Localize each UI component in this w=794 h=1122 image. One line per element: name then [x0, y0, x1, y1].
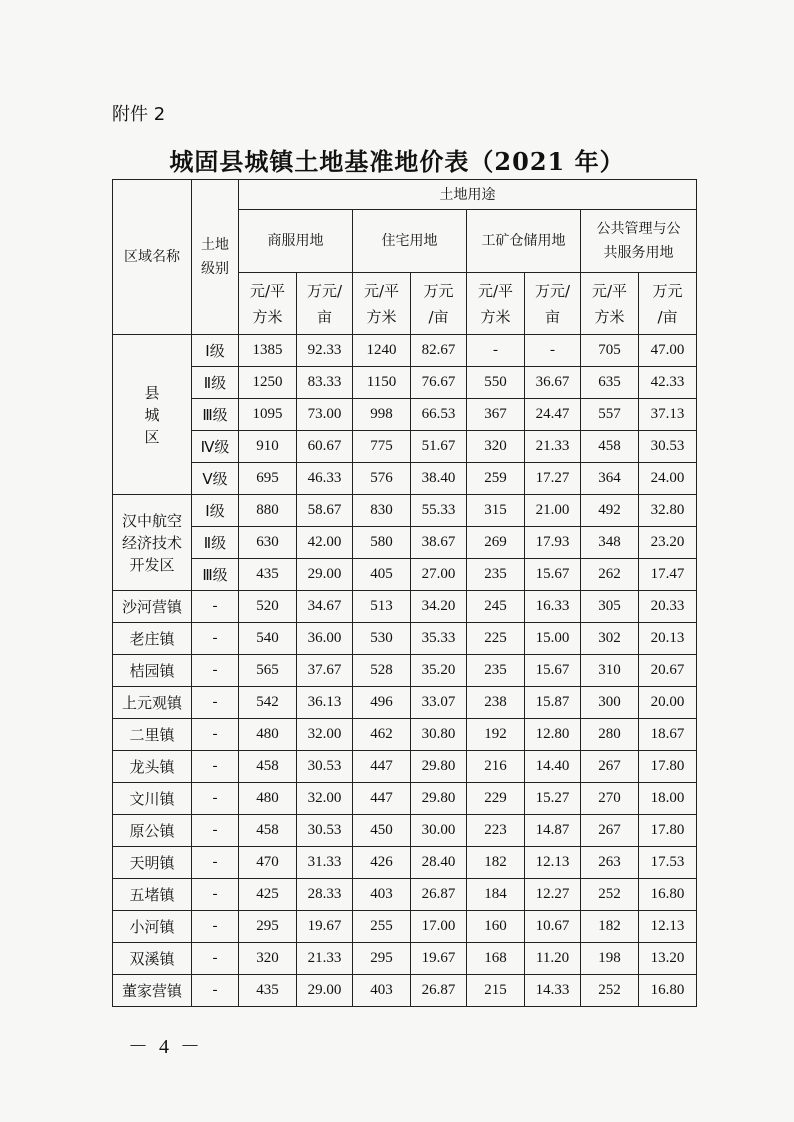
value-cell: 15.00	[525, 623, 581, 655]
region-name-line: 城	[144, 405, 160, 424]
value-cell: 238	[467, 687, 525, 719]
value-cell: 36.00	[297, 623, 353, 655]
use-public-header-line1: 公共管理与公	[596, 221, 681, 237]
value-cell: 405	[353, 559, 411, 591]
value-cell: 364	[581, 463, 639, 495]
value-cell: 830	[353, 495, 411, 527]
value-cell: 267	[581, 815, 639, 847]
value-cell: 20.67	[639, 655, 697, 687]
value-cell: 26.87	[411, 975, 467, 1007]
value-cell: 310	[581, 655, 639, 687]
value-cell: 18.67	[639, 719, 697, 751]
table-row	[113, 399, 697, 431]
value-cell: 12.27	[525, 879, 581, 911]
value-cell: 16.80	[639, 975, 697, 1007]
value-cell: 30.53	[297, 815, 353, 847]
region-header: 区域名称	[113, 180, 192, 335]
region-name-cell: 文川镇	[113, 783, 192, 815]
value-cell: 216	[467, 751, 525, 783]
value-cell: 21.33	[297, 943, 353, 975]
table-row	[113, 911, 697, 943]
unit-header-line2: 方米	[366, 307, 397, 326]
level-cell: Ⅴ级	[192, 463, 239, 495]
region-name-line: 区	[144, 427, 160, 446]
level-cell: Ⅱ级	[192, 367, 239, 399]
table-row	[113, 847, 697, 879]
unit-header-line1: 元/平	[249, 281, 286, 300]
unit-header	[411, 273, 467, 335]
value-cell: 168	[467, 943, 525, 975]
value-cell: 12.13	[525, 847, 581, 879]
value-cell: 38.40	[411, 463, 467, 495]
value-cell: 42.00	[297, 527, 353, 559]
table-row	[113, 367, 697, 399]
unit-header	[239, 273, 297, 335]
region-name-cell: 董家营镇	[113, 975, 192, 1007]
value-cell: 263	[581, 847, 639, 879]
value-cell: 36.13	[297, 687, 353, 719]
value-cell: 270	[581, 783, 639, 815]
value-cell: 550	[467, 367, 525, 399]
table-row	[113, 431, 697, 463]
value-cell: 24.00	[639, 463, 697, 495]
value-cell: 910	[239, 431, 297, 463]
value-cell: 492	[581, 495, 639, 527]
value-cell: 496	[353, 687, 411, 719]
table-row	[113, 879, 697, 911]
value-cell: 28.33	[297, 879, 353, 911]
table-row	[113, 527, 697, 559]
value-cell: 92.33	[297, 335, 353, 367]
table-row	[113, 719, 697, 751]
page-number: － 4 －	[128, 1036, 203, 1058]
value-cell: 10.67	[525, 911, 581, 943]
unit-header-line2: 方米	[252, 307, 283, 326]
value-cell: 540	[239, 623, 297, 655]
value-cell: 315	[467, 495, 525, 527]
value-cell: 252	[581, 879, 639, 911]
value-cell: 24.47	[525, 399, 581, 431]
value-cell: 32.00	[297, 719, 353, 751]
land-use-header: 土地用途	[239, 180, 697, 210]
value-cell: 76.67	[411, 367, 467, 399]
value-cell: 267	[581, 751, 639, 783]
value-cell: 320	[467, 431, 525, 463]
use-public-header	[581, 210, 697, 273]
level-cell: -	[192, 815, 239, 847]
value-cell: 403	[353, 879, 411, 911]
level-cell: Ⅱ级	[192, 527, 239, 559]
level-cell: -	[192, 719, 239, 751]
value-cell: 20.00	[639, 687, 697, 719]
value-cell: 58.67	[297, 495, 353, 527]
value-cell: 17.27	[525, 463, 581, 495]
region-name-cell: 五堵镇	[113, 879, 192, 911]
value-cell: 47.00	[639, 335, 697, 367]
value-cell: 302	[581, 623, 639, 655]
value-cell: 305	[581, 591, 639, 623]
level-header	[192, 180, 239, 335]
value-cell: 15.67	[525, 559, 581, 591]
value-cell: 60.67	[297, 431, 353, 463]
value-cell: 30.00	[411, 815, 467, 847]
value-cell: 1150	[353, 367, 411, 399]
level-cell: -	[192, 783, 239, 815]
table-row	[113, 655, 697, 687]
value-cell: 23.20	[639, 527, 697, 559]
level-cell: -	[192, 879, 239, 911]
unit-header-line1: 万元/	[306, 281, 343, 300]
value-cell: 29.80	[411, 751, 467, 783]
table-row	[113, 463, 697, 495]
region-name-line: 经济技术	[121, 533, 182, 552]
level-cell: -	[192, 687, 239, 719]
level-cell: -	[192, 591, 239, 623]
level-cell: Ⅲ级	[192, 399, 239, 431]
value-cell: 458	[239, 751, 297, 783]
value-cell: 198	[581, 943, 639, 975]
value-cell: 16.33	[525, 591, 581, 623]
region-name-line: 开发区	[129, 555, 175, 574]
value-cell: 36.67	[525, 367, 581, 399]
unit-header	[467, 273, 525, 335]
table-row	[113, 591, 697, 623]
value-cell: 1240	[353, 335, 411, 367]
value-cell: 348	[581, 527, 639, 559]
unit-header	[525, 273, 581, 335]
value-cell: 262	[581, 559, 639, 591]
value-cell: 14.87	[525, 815, 581, 847]
value-cell: 29.80	[411, 783, 467, 815]
level-cell: -	[192, 975, 239, 1007]
table-row	[113, 783, 697, 815]
unit-header	[639, 273, 697, 335]
value-cell: 37.67	[297, 655, 353, 687]
value-cell: 30.80	[411, 719, 467, 751]
value-cell: 15.67	[525, 655, 581, 687]
region-name-cell: 龙头镇	[113, 751, 192, 783]
unit-header-line1: 元/平	[591, 281, 628, 300]
value-cell: 160	[467, 911, 525, 943]
value-cell: 17.80	[639, 751, 697, 783]
value-cell: 51.67	[411, 431, 467, 463]
land-price-table	[112, 179, 697, 1007]
value-cell: 425	[239, 879, 297, 911]
value-cell: 435	[239, 559, 297, 591]
unit-header	[581, 273, 639, 335]
unit-header-line1: 万元	[652, 281, 683, 300]
table-row	[113, 495, 697, 527]
value-cell: 82.67	[411, 335, 467, 367]
value-cell: 21.33	[525, 431, 581, 463]
value-cell: 295	[353, 943, 411, 975]
value-cell: 37.13	[639, 399, 697, 431]
value-cell: 184	[467, 879, 525, 911]
value-cell: 447	[353, 783, 411, 815]
value-cell: 295	[239, 911, 297, 943]
unit-header-line2: 方米	[480, 307, 511, 326]
unit-header	[353, 273, 411, 335]
value-cell: 1250	[239, 367, 297, 399]
value-cell: 542	[239, 687, 297, 719]
value-cell: 225	[467, 623, 525, 655]
value-cell: 1385	[239, 335, 297, 367]
region-name-cell: 上元观镇	[113, 687, 192, 719]
level-cell: Ⅰ级	[192, 495, 239, 527]
value-cell: 705	[581, 335, 639, 367]
value-cell: 998	[353, 399, 411, 431]
value-cell: 35.20	[411, 655, 467, 687]
use-public-header-line2: 共服务用地	[603, 245, 674, 261]
value-cell: 17.80	[639, 815, 697, 847]
value-cell: 17.53	[639, 847, 697, 879]
unit-header-line2: 亩	[316, 307, 332, 326]
value-cell: 530	[353, 623, 411, 655]
value-cell: 12.13	[639, 911, 697, 943]
unit-header-line2: 亩	[544, 307, 560, 326]
value-cell: 695	[239, 463, 297, 495]
value-cell: 235	[467, 559, 525, 591]
use-residential-header: 住宅用地	[353, 210, 467, 273]
unit-header-line2: 方米	[594, 307, 625, 326]
level-cell: -	[192, 911, 239, 943]
value-cell: 34.67	[297, 591, 353, 623]
region-name-line: 县	[144, 383, 160, 402]
level-cell: -	[192, 623, 239, 655]
value-cell: 32.00	[297, 783, 353, 815]
value-cell: 462	[353, 719, 411, 751]
value-cell: 630	[239, 527, 297, 559]
value-cell: 33.07	[411, 687, 467, 719]
region-name-cell: 原公镇	[113, 815, 192, 847]
unit-header-line1: 万元/	[534, 281, 571, 300]
use-commercial-header: 商服用地	[239, 210, 353, 273]
value-cell: 235	[467, 655, 525, 687]
table-row	[113, 815, 697, 847]
value-cell: 17.00	[411, 911, 467, 943]
value-cell: 182	[581, 911, 639, 943]
value-cell: 557	[581, 399, 639, 431]
value-cell: 17.93	[525, 527, 581, 559]
region-name-cell: 天明镇	[113, 847, 192, 879]
level-cell: Ⅰ级	[192, 335, 239, 367]
unit-header-line2: /亩	[657, 307, 678, 326]
table-row	[113, 687, 697, 719]
value-cell: 1095	[239, 399, 297, 431]
value-cell: 17.47	[639, 559, 697, 591]
value-cell: -	[467, 335, 525, 367]
value-cell: 520	[239, 591, 297, 623]
value-cell: 14.40	[525, 751, 581, 783]
value-cell: 565	[239, 655, 297, 687]
value-cell: 66.53	[411, 399, 467, 431]
value-cell: 403	[353, 975, 411, 1007]
level-cell: -	[192, 751, 239, 783]
value-cell: 269	[467, 527, 525, 559]
value-cell: 15.27	[525, 783, 581, 815]
value-cell: 223	[467, 815, 525, 847]
value-cell: 450	[353, 815, 411, 847]
region-name-cell: 小河镇	[113, 911, 192, 943]
value-cell: 320	[239, 943, 297, 975]
value-cell: 20.33	[639, 591, 697, 623]
value-cell: 19.67	[411, 943, 467, 975]
table-row	[113, 623, 697, 655]
value-cell: 182	[467, 847, 525, 879]
region-name-cell	[113, 335, 192, 495]
value-cell: 13.20	[639, 943, 697, 975]
region-name-cell	[113, 495, 192, 591]
value-cell: 447	[353, 751, 411, 783]
value-cell: 55.33	[411, 495, 467, 527]
value-cell: 280	[581, 719, 639, 751]
value-cell: 245	[467, 591, 525, 623]
level-header-line1: 土地	[201, 237, 229, 253]
value-cell: 18.00	[639, 783, 697, 815]
value-cell: 435	[239, 975, 297, 1007]
value-cell: 300	[581, 687, 639, 719]
level-cell: Ⅳ级	[192, 431, 239, 463]
value-cell: 42.33	[639, 367, 697, 399]
value-cell: 458	[581, 431, 639, 463]
value-cell: 11.20	[525, 943, 581, 975]
value-cell: 38.67	[411, 527, 467, 559]
value-cell: 30.53	[639, 431, 697, 463]
table-row	[113, 335, 697, 367]
value-cell: 73.00	[297, 399, 353, 431]
use-industrial-header: 工矿仓储用地	[467, 210, 581, 273]
value-cell: 12.80	[525, 719, 581, 751]
value-cell: 458	[239, 815, 297, 847]
value-cell: 528	[353, 655, 411, 687]
value-cell: 480	[239, 719, 297, 751]
value-cell: 20.13	[639, 623, 697, 655]
value-cell: 29.00	[297, 559, 353, 591]
level-cell: -	[192, 655, 239, 687]
value-cell: 32.80	[639, 495, 697, 527]
value-cell: 480	[239, 783, 297, 815]
unit-header-line1: 万元	[423, 281, 454, 300]
value-cell: 252	[581, 975, 639, 1007]
unit-header-line1: 元/平	[477, 281, 514, 300]
value-cell: 14.33	[525, 975, 581, 1007]
value-cell: 26.87	[411, 879, 467, 911]
value-cell: 576	[353, 463, 411, 495]
attachment-label: 附件 2	[112, 104, 166, 125]
region-name-cell: 沙河营镇	[113, 591, 192, 623]
value-cell: 83.33	[297, 367, 353, 399]
unit-header	[297, 273, 353, 335]
level-cell: Ⅲ级	[192, 559, 239, 591]
page-title: 城固县城镇土地基准地价表（2021 年）	[169, 147, 625, 176]
value-cell: 192	[467, 719, 525, 751]
value-cell: 27.00	[411, 559, 467, 591]
region-name-line: 汉中航空	[121, 511, 182, 530]
unit-header-line2: /亩	[428, 307, 449, 326]
table-row	[113, 559, 697, 591]
value-cell: 28.40	[411, 847, 467, 879]
value-cell: -	[525, 335, 581, 367]
value-cell: 470	[239, 847, 297, 879]
value-cell: 15.87	[525, 687, 581, 719]
region-name-cell: 二里镇	[113, 719, 192, 751]
value-cell: 775	[353, 431, 411, 463]
value-cell: 580	[353, 527, 411, 559]
value-cell: 426	[353, 847, 411, 879]
value-cell: 215	[467, 975, 525, 1007]
value-cell: 229	[467, 783, 525, 815]
value-cell: 21.00	[525, 495, 581, 527]
region-name-cell: 桔园镇	[113, 655, 192, 687]
value-cell: 35.33	[411, 623, 467, 655]
table-row	[113, 943, 697, 975]
level-header-line2: 级别	[201, 261, 229, 277]
region-name-cell: 老庄镇	[113, 623, 192, 655]
value-cell: 513	[353, 591, 411, 623]
value-cell: 19.67	[297, 911, 353, 943]
value-cell: 30.53	[297, 751, 353, 783]
unit-header-line1: 元/平	[363, 281, 400, 300]
level-cell: -	[192, 943, 239, 975]
value-cell: 34.20	[411, 591, 467, 623]
value-cell: 259	[467, 463, 525, 495]
table-row	[113, 975, 697, 1007]
value-cell: 31.33	[297, 847, 353, 879]
region-name-cell: 双溪镇	[113, 943, 192, 975]
value-cell: 46.33	[297, 463, 353, 495]
value-cell: 367	[467, 399, 525, 431]
level-cell: -	[192, 847, 239, 879]
value-cell: 635	[581, 367, 639, 399]
value-cell: 255	[353, 911, 411, 943]
value-cell: 880	[239, 495, 297, 527]
table-row	[113, 751, 697, 783]
value-cell: 29.00	[297, 975, 353, 1007]
value-cell: 16.80	[639, 879, 697, 911]
